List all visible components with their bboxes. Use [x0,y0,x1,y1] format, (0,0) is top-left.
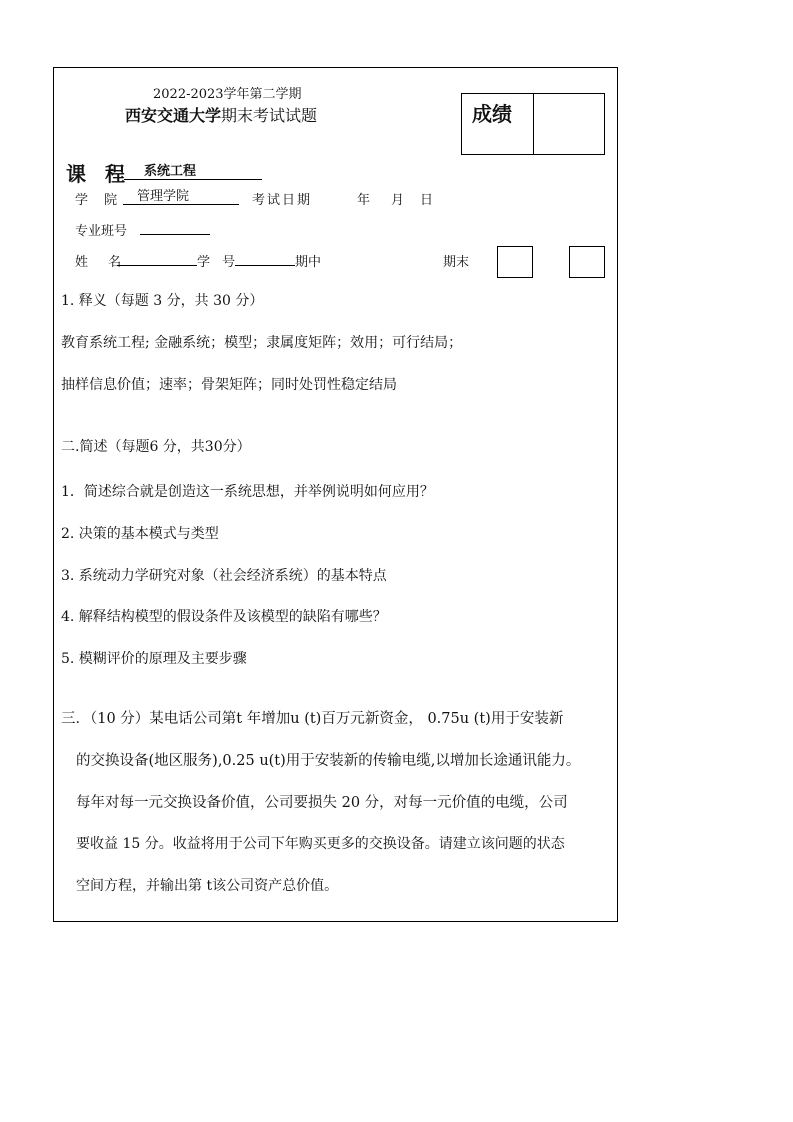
section1-line2: 抽样信息价值；速率；骨架矩阵；同时处罚性稳定结局 [61,377,397,393]
date-year: 年 [357,193,371,208]
class-label: 专业班号 [75,224,128,239]
score-box-divider [533,94,534,154]
date-month: 月 [391,193,405,208]
section3-line: 三．（10 分）某电话公司第t 年增加u (t)百万元新资金， 0.75u (t)用于安装新 [61,711,564,727]
section2-item: 2. 决策的基本模式与类型 [61,526,219,542]
section1-heading: 1. 释义（每题 3 分，共 30 分） [61,293,264,309]
section2-heading: 二.简述（每题6 分，共30分） [61,439,251,455]
date-day: 日 [420,193,434,208]
section3-line: 要收益 15 分。收益将用于公司下年购买更多的交换设备。请建立该问题的状态 [76,836,565,852]
section3-line: 空间方程，并输出第 t该公司资产总价值。 [76,878,339,894]
university-name: 西安交通大学 [125,106,222,125]
section3-line: 的交换设备(地区服务),0.25 u(t)用于安装新的传输电缆,以增加长途通讯能力。 [76,753,581,769]
exam-type: 期末考试试题 [221,106,318,125]
course-value: 系统工程 [124,164,262,180]
score-box [461,93,605,155]
score-label: 成绩 [472,102,512,126]
section2-item: 3. 系统动力学研究对象（社会经济系统）的基本特点 [61,568,387,584]
exam-title [125,103,317,126]
exam-date-label: 考试日期 [252,193,313,208]
section2-item: 1．简述综合就是创造这一系统思想，并举例说明如何应用？ [61,484,434,500]
exam-term: 2022-2023学年第二学期 [153,87,302,102]
course-label: 课 程 [66,162,131,186]
name-line[interactable] [117,265,197,266]
midterm-label: 期中 [295,255,322,270]
student-id-label: 学 号 [197,255,240,270]
college-value: 管理学院 [123,189,239,205]
final-score-box[interactable] [569,246,605,278]
section3-line: 每年对每一元交换设备价值，公司要损失 20 分，对每一元价值的电缆，公司 [76,795,568,811]
name-label: 姓 名 [75,255,130,270]
student-id-line[interactable] [235,265,295,266]
section2-item: 4. 解释结构模型的假设条件及该模型的缺陷有哪些？ [61,609,387,625]
class-line[interactable] [140,234,210,235]
section1-line1: 教育系统工程; 金融系统；模型；隶属度矩阵；效用；可行结局； [61,335,463,351]
midterm-score-box[interactable] [497,246,533,278]
college-label: 学 院 [75,193,124,208]
final-label: 期末 [443,255,470,270]
section2-item: 5. 模糊评价的原理及主要步骤 [61,651,247,667]
